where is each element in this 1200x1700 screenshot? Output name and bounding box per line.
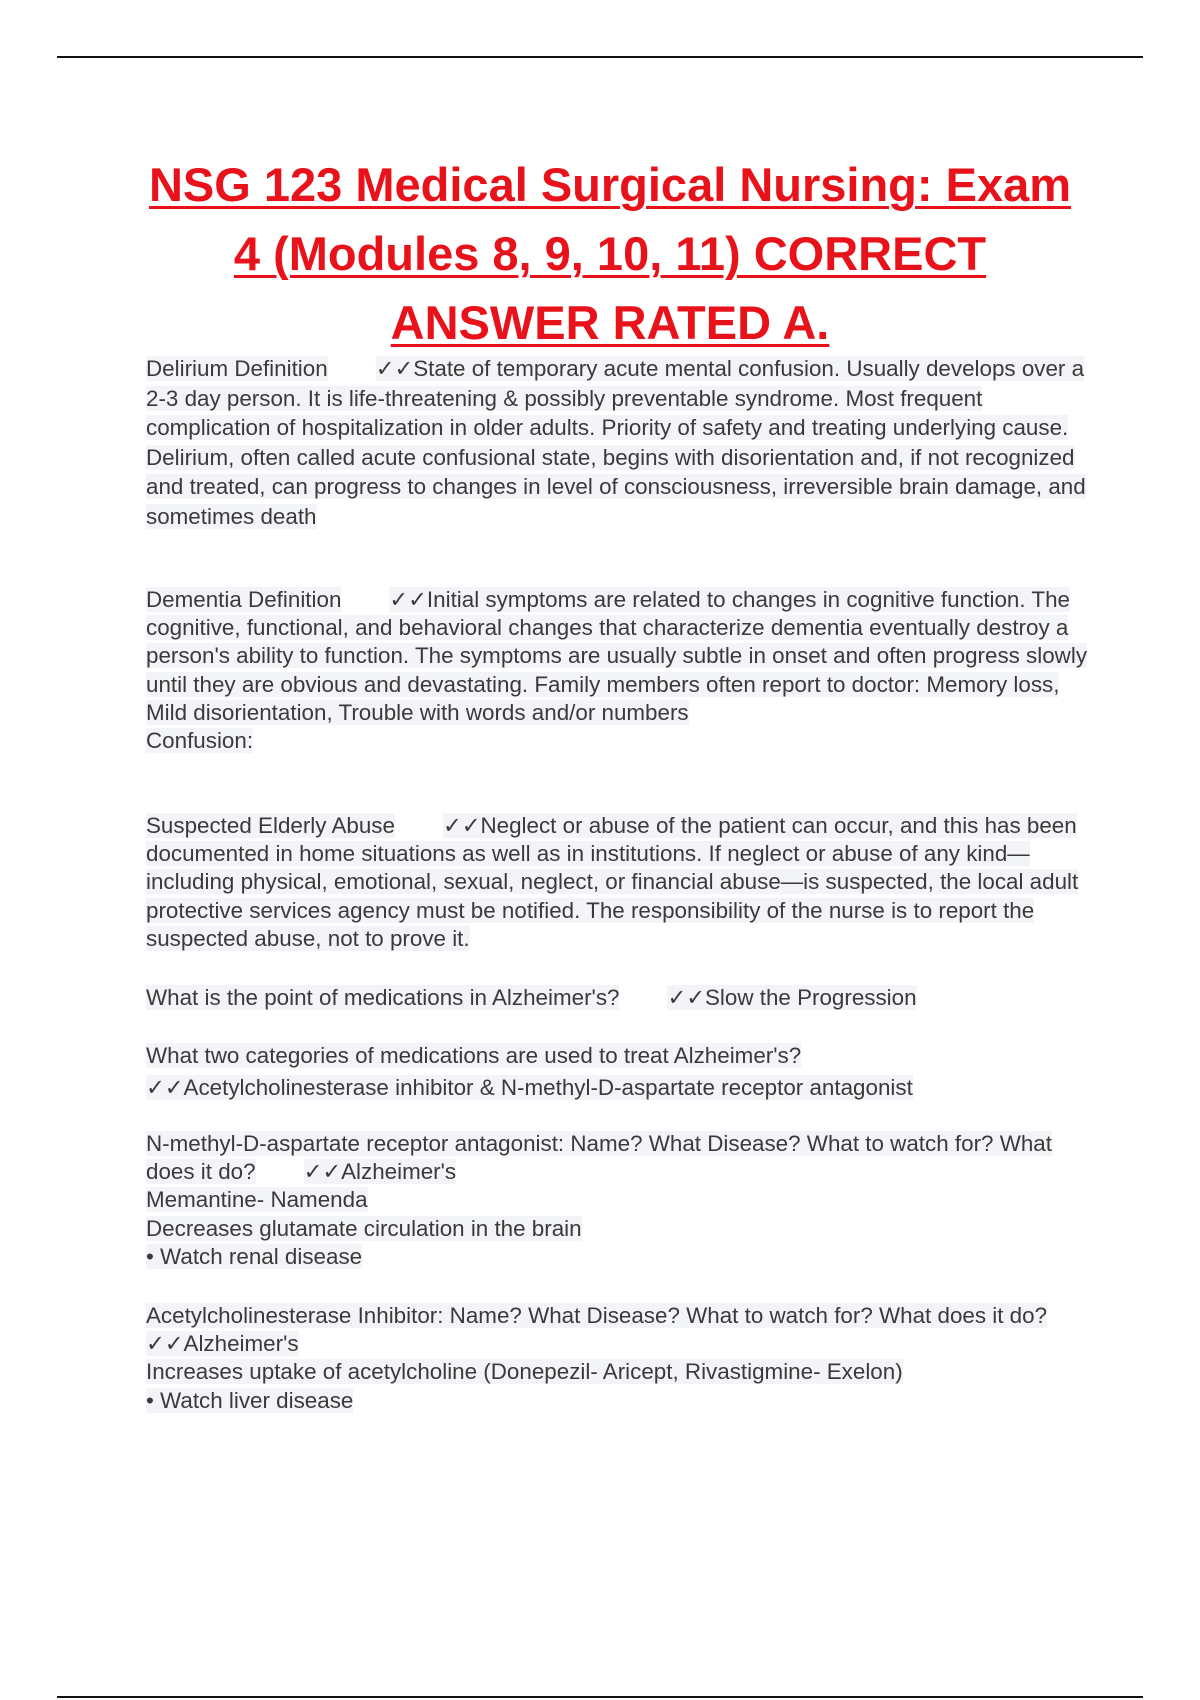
- answer-line: Increases uptake of acetylcholine (Donepezil- Aricept, Rivastigmine- Exelon): [146, 1359, 903, 1385]
- qa-item-elderly-abuse: [146, 812, 1096, 953]
- top-rule: [57, 56, 1143, 58]
- term: What is the point of medications in Alzheimer's?: [146, 985, 620, 1010]
- term: Suspected Elderly Abuse: [146, 813, 395, 838]
- qa-item-nmda-antagonist: [146, 1130, 1096, 1271]
- answer-line: Decreases glutamate circulation in the brain: [146, 1215, 582, 1241]
- answer-line: • Watch renal disease: [146, 1243, 363, 1269]
- page-title: NSG 123 Medical Surgical Nursing: Exam 4 (Modules 8, 9, 10, 11) CORRECT ANSWER RATED A.: [148, 158, 1072, 349]
- answer: ✓✓Initial symptoms are related to changes in cognitive function. The cognitive, functional, and behavioral changes that characterize dementia eventually destroy a person's ability to function. The symptoms are usually subtle in onset and often progress slowly until they are obvious and devastating. Family members often report to doctor: Memory loss, Mild disorientation, Trouble with words and/or numbers: [146, 587, 1088, 725]
- answer: ✓✓Alzheimer's: [146, 1331, 299, 1357]
- term: Acetylcholinesterase Inhibitor: Name? What Disease? What to watch for? What does it do?: [146, 1303, 1048, 1328]
- answer-extra: Confusion:: [146, 728, 254, 754]
- answer: ✓✓Acetylcholinesterase inhibitor & N-methyl-D-aspartate receptor antagonist: [146, 1075, 913, 1100]
- bottom-rule: [57, 1696, 1143, 1698]
- qa-item-delirium: [146, 354, 1096, 531]
- answer-line: Memantine- Namenda: [146, 1187, 368, 1213]
- answer-line: • Watch liver disease: [146, 1387, 354, 1413]
- term: N-methyl-D-aspartate receptor antagonist: Name? What Disease? What to watch for? What does it do?: [146, 1131, 1052, 1185]
- answer: ✓✓Neglect or abuse of the patient can occur, and this has been documented in home situations as well as in institutions. If neglect or abuse of any kind—including physical, emotional, sexual, neglect, or financial abuse—is suspected, the local adult protective services agency must be notified. The responsibility of the nurse is to report the suspected abuse, not to prove it.: [146, 813, 1079, 951]
- term: Delirium Definition: [146, 356, 328, 381]
- answer: ✓✓State of temporary acute mental confusion. Usually develops over a 2-3 day person. It is life-threatening & possibly preventable syndrome. Most frequent complication of hospitalization in older adults. Priority of safety and treating underlying cause. Delirium, often called acute confusional state, begins with disorientation and, if not recognized and treated, can progress to changes in level of consciousness, irreversible brain damage, and sometimes death: [146, 356, 1086, 529]
- qa-item-medication-point: [146, 984, 1096, 1012]
- answer: ✓✓Alzheimer's: [303, 1159, 457, 1185]
- qa-item-ache-inhibitor: [146, 1302, 1096, 1415]
- qa-item-medication-categories: [146, 1040, 1096, 1104]
- qa-item-dementia: [146, 586, 1096, 755]
- term: What two categories of medications are used to treat Alzheimer's?: [146, 1043, 802, 1068]
- answer: ✓✓Slow the Progression: [667, 985, 917, 1010]
- term: Dementia Definition: [146, 587, 342, 612]
